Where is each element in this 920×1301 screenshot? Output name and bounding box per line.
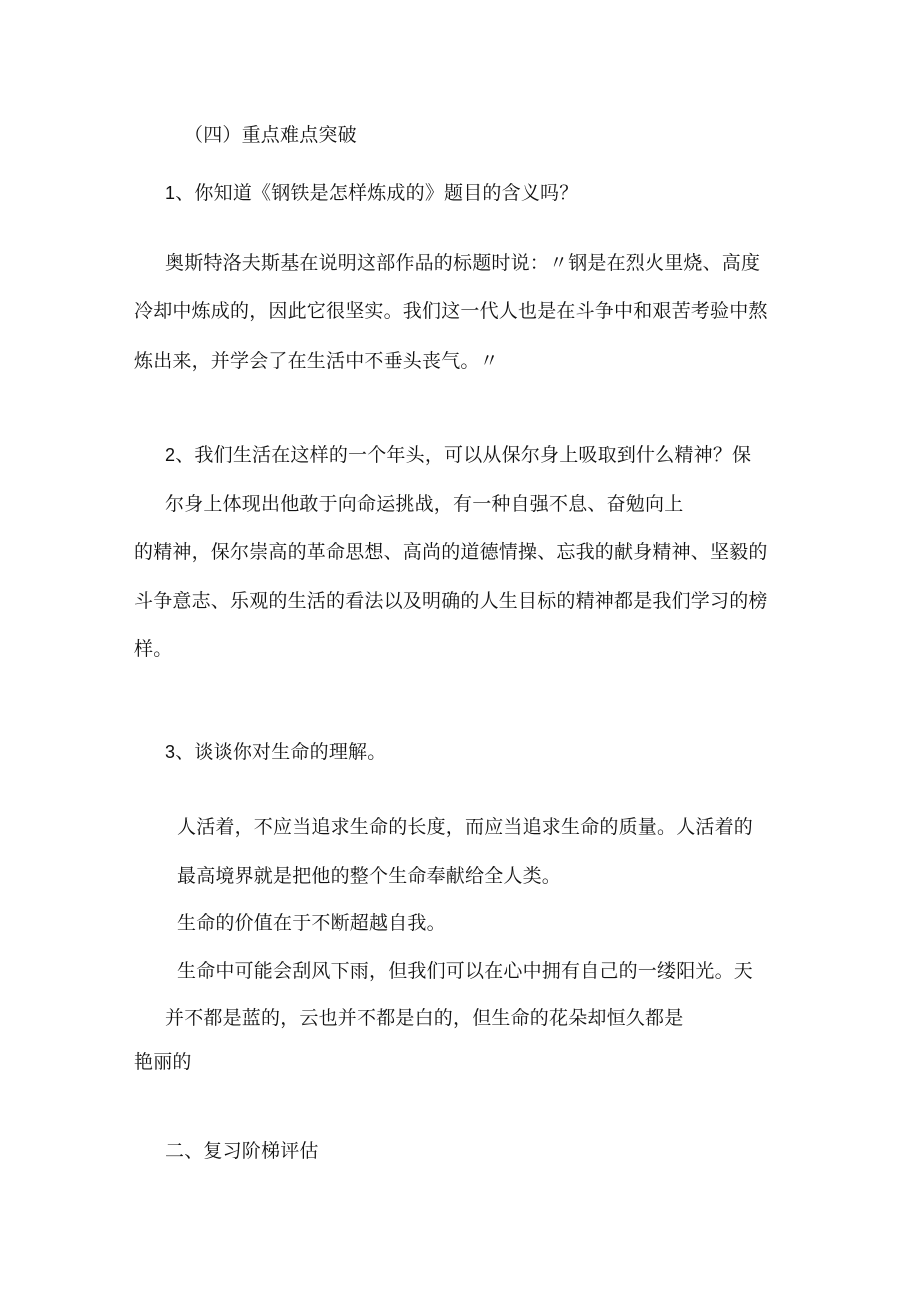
answer-1-line: 炼出来，并学会了在生活中不垂头丧气。〃 <box>134 350 499 372</box>
question-1 <box>165 181 578 205</box>
question-1-number: 1 <box>165 183 176 203</box>
answer-3-line: 生命中可能会刮风下雨，但我们可以在心中拥有自己的一缕阳光。天 <box>177 960 754 982</box>
section-heading: （四）重点难点突破 <box>184 124 357 146</box>
answer-3-line: 并不都是蓝的，云也并不都是白的，但生命的花朵却恒久都是 <box>165 1007 684 1029</box>
question-2 <box>165 443 751 467</box>
answer-1-line: 奥斯特洛夫斯基在说明这部作品的标题时说：〃钢是在烈火里烧、高度 <box>165 252 761 274</box>
answer-2-line: 样。 <box>134 638 173 660</box>
question-3 <box>165 740 386 764</box>
answer-3-line: 最高境界就是把他的整个生命奉献给全人类。 <box>177 865 562 887</box>
section-two-heading: 二、复习阶梯评估 <box>165 1140 319 1162</box>
answer-2-line: 斗争意志、乐观的生活的看法以及明确的人生目标的精神都是我们学习的榜 <box>134 590 768 612</box>
answer-2-line: 的精神，保尔崇高的革命思想、高尚的道德情操、忘我的献身精神、坚毅的 <box>134 541 768 563</box>
answer-3-line: 艳丽的 <box>134 1051 192 1073</box>
question-3-title: 、谈谈你对生命的理解。 <box>175 741 387 763</box>
answer-2-line: 尔身上体现出他敢于向命运挑战，有一种自强不息、奋勉向上 <box>165 493 684 515</box>
question-1-title: 、你知道《钢铁是怎样炼成的》题目的含义吗？ <box>175 182 579 204</box>
answer-3-line: 人活着，不应当追求生命的长度，而应当追求生命的质量。人活着的 <box>177 816 754 838</box>
question-2-title: 、我们生活在这样的一个年头，可以从保尔身上吸取到什么精神？保 <box>175 444 752 466</box>
question-2-number: 2 <box>165 445 176 465</box>
answer-3-line: 生命的价值在于不断超越自我。 <box>177 912 446 934</box>
question-3-number: 3 <box>165 742 176 762</box>
answer-1-line: 冷却中炼成的，因此它很坚实。我们这一代人也是在斗争中和艰苦考验中熬 <box>134 300 768 322</box>
